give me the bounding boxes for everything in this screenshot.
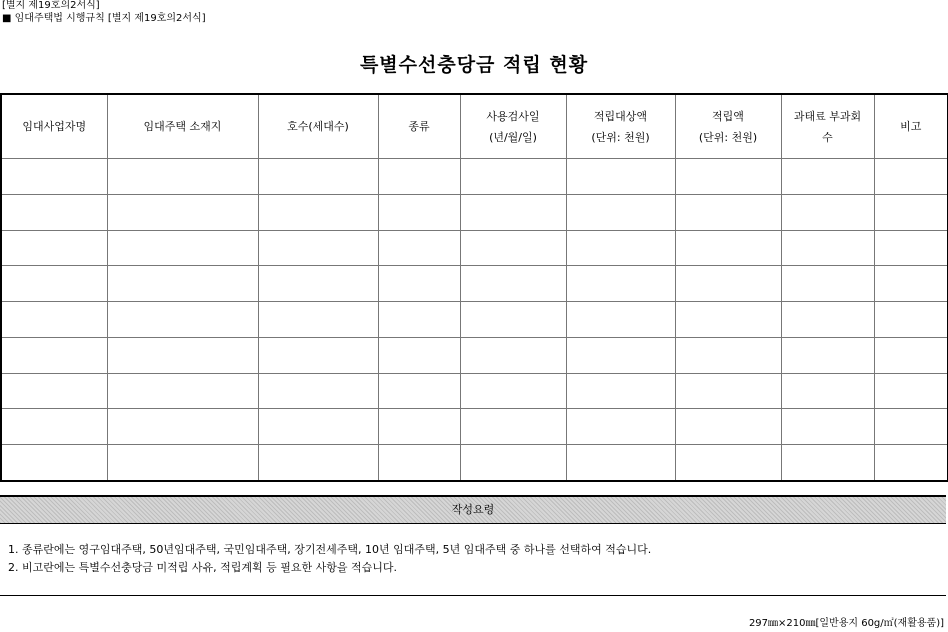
table-cell[interactable]	[781, 373, 874, 409]
table-cell[interactable]	[378, 159, 460, 195]
table-cell[interactable]	[258, 409, 378, 445]
column-header-text: 임대주택 소재지	[143, 120, 222, 133]
column-header-8	[781, 94, 874, 159]
table-cell[interactable]	[378, 230, 460, 266]
table-row	[1, 302, 948, 338]
table-cell[interactable]	[675, 373, 781, 409]
table-cell[interactable]	[675, 230, 781, 266]
table-cell[interactable]	[781, 337, 874, 373]
column-header-2	[107, 94, 258, 159]
table-cell[interactable]	[874, 266, 948, 302]
column-header-text: 수	[822, 130, 833, 144]
table-cell[interactable]	[1, 373, 107, 409]
table-cell[interactable]	[566, 266, 675, 302]
table-cell[interactable]	[874, 194, 948, 230]
table-cell[interactable]	[378, 337, 460, 373]
column-header-text: 적립액	[712, 109, 744, 123]
table-cell[interactable]	[460, 373, 566, 409]
table-cell[interactable]	[460, 266, 566, 302]
table-cell[interactable]	[781, 266, 874, 302]
table-cell[interactable]	[566, 337, 675, 373]
table-cell[interactable]	[460, 230, 566, 266]
table-cell[interactable]	[874, 230, 948, 266]
column-header-3	[258, 94, 378, 159]
table-cell[interactable]	[675, 445, 781, 481]
table-cell[interactable]	[378, 373, 460, 409]
table-cell[interactable]	[566, 302, 675, 338]
table-cell[interactable]	[107, 373, 258, 409]
table-cell[interactable]	[258, 266, 378, 302]
table-cell[interactable]	[107, 302, 258, 338]
table-cell[interactable]	[460, 302, 566, 338]
table-cell[interactable]	[107, 230, 258, 266]
table-cell[interactable]	[1, 230, 107, 266]
table-cell[interactable]	[460, 159, 566, 195]
table-cell[interactable]	[378, 445, 460, 481]
table-cell[interactable]	[107, 159, 258, 195]
table-row	[1, 373, 948, 409]
table-cell[interactable]	[460, 337, 566, 373]
table-cell[interactable]	[874, 409, 948, 445]
table-cell[interactable]	[258, 230, 378, 266]
table-cell[interactable]	[1, 302, 107, 338]
paper-spec-label: 297㎜×210㎜[일반용지 60g/㎡(재활용품)]	[748, 618, 944, 629]
table-cell[interactable]	[874, 373, 948, 409]
writing-guide-header: 작성요령	[0, 495, 946, 524]
table-cell[interactable]	[781, 409, 874, 445]
table-cell[interactable]	[107, 337, 258, 373]
column-header-1	[1, 94, 107, 159]
table-cell[interactable]	[781, 159, 874, 195]
table-cell[interactable]	[107, 194, 258, 230]
column-header-text: (년/월/일)	[489, 130, 537, 144]
table-cell[interactable]	[874, 302, 948, 338]
column-header-text: 적립대상액	[593, 109, 648, 123]
table-row	[1, 194, 948, 230]
column-header-text: (단위: 천원)	[591, 130, 650, 144]
law-reference-label: ■ 임대주택법 시행규칙 [별지 제19호의2서식]	[2, 13, 206, 24]
table-cell[interactable]	[378, 194, 460, 230]
table-cell[interactable]	[675, 337, 781, 373]
bottom-divider	[0, 595, 946, 596]
column-header-text: 사용검사일	[486, 109, 540, 123]
table-cell[interactable]	[460, 409, 566, 445]
column-header-9	[874, 94, 948, 159]
form-title: 특별수선충당금 적립 현황	[359, 54, 589, 76]
table-cell[interactable]	[258, 159, 378, 195]
table-cell[interactable]	[874, 337, 948, 373]
table-cell[interactable]	[566, 373, 675, 409]
table-cell[interactable]	[566, 230, 675, 266]
column-header-text: 임대사업자명	[22, 120, 87, 133]
column-header-text: 호수(세대수)	[287, 120, 349, 133]
table-cell[interactable]	[1, 409, 107, 445]
column-header-4	[378, 94, 460, 159]
table-cell[interactable]	[107, 266, 258, 302]
table-row	[1, 445, 948, 481]
table-cell[interactable]	[1, 266, 107, 302]
table-cell[interactable]	[874, 159, 948, 195]
column-header-7	[675, 94, 781, 159]
table-cell[interactable]	[675, 194, 781, 230]
table-cell[interactable]	[258, 194, 378, 230]
guide-note-2: 2. 비고란에는 특별수선충당금 미적립 사유, 적립계획 등 필요한 사항을 적습니다.	[8, 561, 397, 574]
table-cell[interactable]	[107, 445, 258, 481]
table-cell[interactable]	[378, 409, 460, 445]
table-cell[interactable]	[378, 266, 460, 302]
table-cell[interactable]	[258, 445, 378, 481]
table-row	[1, 159, 948, 195]
table-cell[interactable]	[1, 445, 107, 481]
table-cell[interactable]	[781, 194, 874, 230]
column-header-text: (단위: 천원)	[698, 130, 758, 144]
table-cell[interactable]	[107, 409, 258, 445]
table-header-row	[1, 94, 948, 159]
table-cell[interactable]	[566, 194, 675, 230]
table-row	[1, 409, 948, 445]
table-cell[interactable]	[460, 445, 566, 481]
table-cell[interactable]	[874, 445, 948, 481]
table-cell[interactable]	[566, 409, 675, 445]
table-row	[1, 230, 948, 266]
table-cell[interactable]	[258, 373, 378, 409]
column-header-6	[566, 94, 675, 159]
table-cell[interactable]	[781, 445, 874, 481]
table-row	[1, 266, 948, 302]
table-cell[interactable]	[258, 302, 378, 338]
column-header-text: 종류	[408, 120, 430, 133]
table-cell[interactable]	[675, 159, 781, 195]
guide-note-1: 1. 종류란에는 영구임대주택, 50년임대주택, 국민임대주택, 장기전세주택, 10년 임대주택, 5년 임대주택 중 하나를 선택하여 적습니다.	[8, 543, 652, 556]
table-row	[1, 337, 948, 373]
table-cell[interactable]	[460, 194, 566, 230]
table-cell[interactable]	[675, 266, 781, 302]
table-cell[interactable]	[566, 159, 675, 195]
table-cell[interactable]	[781, 230, 874, 266]
table-cell[interactable]	[1, 194, 107, 230]
form-number-label: [별지 제19호의2서식]	[2, 0, 100, 11]
table-cell[interactable]	[1, 337, 107, 373]
table-cell[interactable]	[566, 445, 675, 481]
status-table	[0, 93, 948, 482]
column-header-5	[460, 94, 566, 159]
table-cell[interactable]	[378, 302, 460, 338]
table-cell[interactable]	[675, 409, 781, 445]
table-cell[interactable]	[1, 159, 107, 195]
table-cell[interactable]	[675, 302, 781, 338]
table-cell[interactable]	[781, 302, 874, 338]
table-cell[interactable]	[258, 337, 378, 373]
column-header-text: 비고	[900, 120, 922, 133]
column-header-text: 과태료 부과회	[793, 109, 862, 123]
